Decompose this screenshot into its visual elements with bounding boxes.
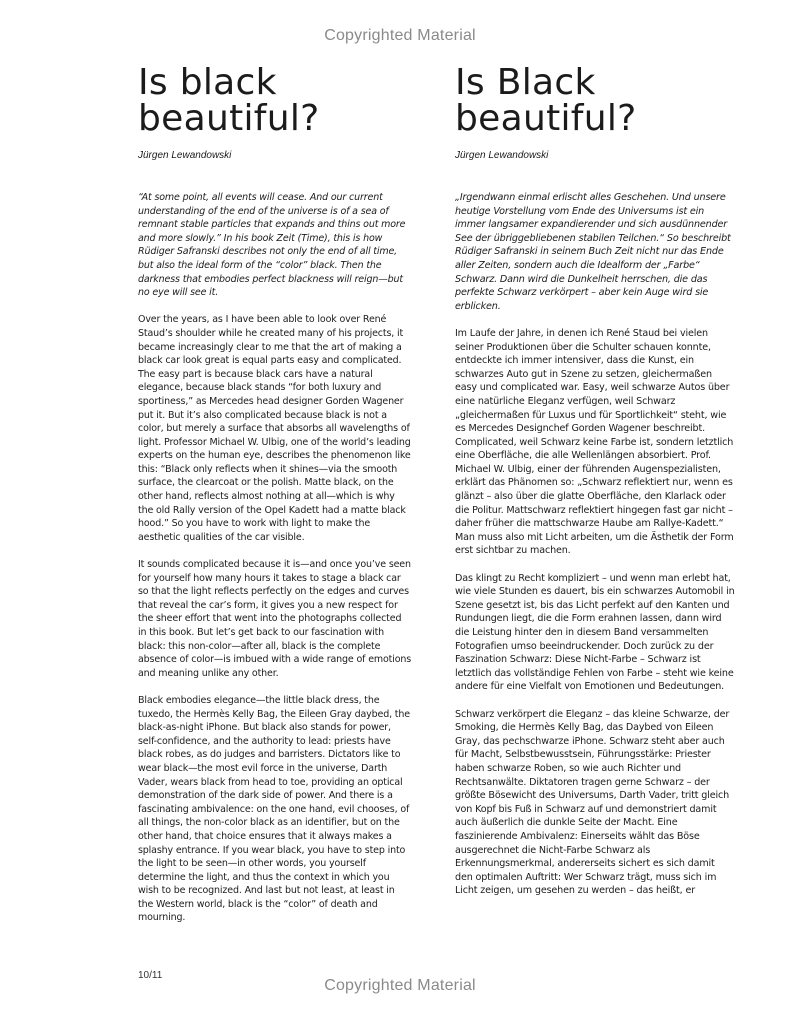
english-paragraph-2: It sounds complicated because it is—and once you’ve seen for yourself how many hours it takes to stage a black car so that the light reflects perfectly on the edges and curves that reveal the car’s form, it gives you a new respect for the sheer effort that went into the photographs collected in this book. But let’s get back to our fascination with black: this non-color—after all, black is the complete absence of color—is imbued with a wide range of emotions and meaning unlike any other.: [138, 559, 412, 679]
german-intro-quote: „Irgendwann einmal erlischt alles Geschehen. Und unsere heutige Vorstellung vom Ende des Universums ist ein immer langsamer expandierender und sich ausdünnender See der übriggebliebenen stabilen Teilchen.“ So beschreibt Rüdiger Safranski in seinem Buch Zeit nicht nur das Ende aller Zeiten, sondern auch die Idealform der „Farbe“ Schwarz. Dann wird die Dunkelheit herrschen, die das perfekte Schwarz verkörpert – aber kein Auge wird sie erblicken.: [455, 192, 731, 312]
english-body: [138, 191, 412, 925]
page-number: 10/11: [138, 970, 163, 981]
watermark-top: Copyrighted Material: [324, 27, 476, 44]
watermark-bottom: Copyrighted Material: [324, 977, 476, 994]
german-body: [455, 191, 735, 898]
english-paragraph-1: Over the years, as I have been able to look over René Staud’s shoulder while he created many of his projects, it became increasingly clear to me that the art of making a black car look great is equal parts easy and complicated. The easy part is because black cars have a natural elegance, because black stands “for both luxury and sportiness,” as Mercedes head designer Gorden Wagener put it. But it’s also complicated because black is not a color, but merely a surface that absorbs all wavelengths of light. Professor Michael W. Ulbig, one of the world’s leading experts on the human eye, describes the phenomenon like this: “Black only reflects when it shines—via the smooth surface, the clearcoat or the polish. Matte black, on the other hand, reflects almost nothing at all—which is why the old Rally version of the Opel Kadett had a matte black hood.” So you have to work with light to make the aesthetic qualities of the car visible.: [138, 314, 411, 543]
german-author: Jürgen Lewandowski: [455, 150, 549, 161]
english-intro-quote: “At some point, all events will cease. And our current understanding of the end of the universe is of a sea of remnant stable particles that expands and thins out more and more slowly.” In his book Zeit (Time), this is how Rüdiger Safranski describes not only the end of all time, but also the ideal form of the “color” black. Then the darkness that embodies perfect blackness will reign—but no eye will see it.: [138, 192, 406, 299]
german-title: [455, 62, 735, 139]
english-author: Jürgen Lewandowski: [138, 150, 232, 161]
german-paragraph-3: Schwarz verkörpert die Eleganz – das kleine Schwarze, der Smoking, die Hermès Kelly Bag, das Daybed von Eileen Gray, das pechschwarze iPhone. Schwarz steht aber auch für Macht, Selbstbewusstsein, Führungsstärke: Priester haben schwarze Roben, so wie auch Richter und Rechtsanwälte. Diktatoren tragen gerne Schwarz – der größte Bösewicht des Universums, Darth Vader, tritt gleich von Kopf bis Fuß in Schwarz auf und demonstriert damit auch äußerlich die dunkle Seite der Macht. Eine faszinierende Ambivalenz: Einerseits wählt das Böse ausgerechnet die Nicht-Farbe Schwarz als Erkennungsmerkmal, andererseits sichert es sich damit den optimalen Auftritt: Wer Schwarz trägt, muss sich im Licht zeigen, um gesehen zu werden – das heißt, er: [455, 708, 730, 897]
english-title-line2: beautiful?: [138, 98, 320, 139]
german-column: [455, 62, 735, 911]
english-title-line1: Is black: [138, 62, 277, 103]
german-title-line1: Is Black: [455, 62, 596, 103]
german-paragraph-2: Das klingt zu Recht kompliziert – und wenn man erlebt hat, wie viele Stunden es dauert, bis ein schwarzes Automobil in Szene gesetzt ist, bis das Licht perfekt auf den Kanten und Rundungen liegt, die die Form erahnen lassen, dann wird die Leistung hinter den in diesem Band versammelten Fotografien umso beeindruckender. Doch zurück zu der Faszination Schwarz: Diese Nicht-Farbe – Schwarz ist letztlich das vollständige Fehlen von Farbe – steht wie keine andere für eine Vielfalt von Emotionen und Bedeutungen.: [455, 572, 735, 693]
english-title: [138, 62, 412, 139]
english-paragraph-3: Black embodies elegance—the little black dress, the tuxedo, the Hermès Kelly Bag, the Eileen Gray daybed, the black-as-night iPhone. But black also stands for power, self-confidence, and the authority to lead: priests have black robes, as do judges and barristers. Dictators like to wear black—the most evil force in the universe, Darth Vader, wears black from head to toe, providing an optical demonstration of the dark side of power. And there is a fascinating ambivalence: on the one hand, evil chooses, of all things, the non-color black as an identifier, but on the other hand, that choice ensures that it always makes a splashy entrance. If you wear black, you have to step into the light to be seen—in other words, you yourself determine the light, and thus the context in which you wish to be recognized. And last but not least, at least in the Western world, black is the “color” of death and mourning.: [138, 694, 410, 924]
german-paragraph-1: Im Laufe der Jahre, in denen ich René Staud bei vielen seiner Produktionen über die Schulter schauen konnte, entdeckte ich immer intensiver, dass die Kunst, ein schwarzes Auto gut in Szene zu setzen, gleichermaßen easy und complicated war. Easy, weil schwarze Autos über eine natürliche Eleganz verfügen, weil Schwarz „gleichermaßen für Luxus und für Sportlichkeit“ steht, wie es Mercedes Designchef Gorden Wagener beschreibt. Complicated, weil Schwarz keine Farbe ist, sondern letztlich eine Oberfläche, die alle Wellenlängen absorbiert. Prof. Michael W. Ulbig, einer der führenden Augenspezialisten, erklärt das Phänomen so: „Schwarz reflektiert nur, wenn es glänzt – also über die glatte Oberfläche, den Klarlack oder die Politur. Mattschwarz reflektiert hingegen fast gar nicht – daher früher die mattschwarze Haube am Rallye-Kadett.“ Man muss also mit Licht arbeiten, um die Ästhetik der Form erst sichtbar zu machen.: [455, 327, 734, 557]
english-column: [138, 62, 412, 939]
german-title-line2: beautiful?: [455, 98, 637, 139]
